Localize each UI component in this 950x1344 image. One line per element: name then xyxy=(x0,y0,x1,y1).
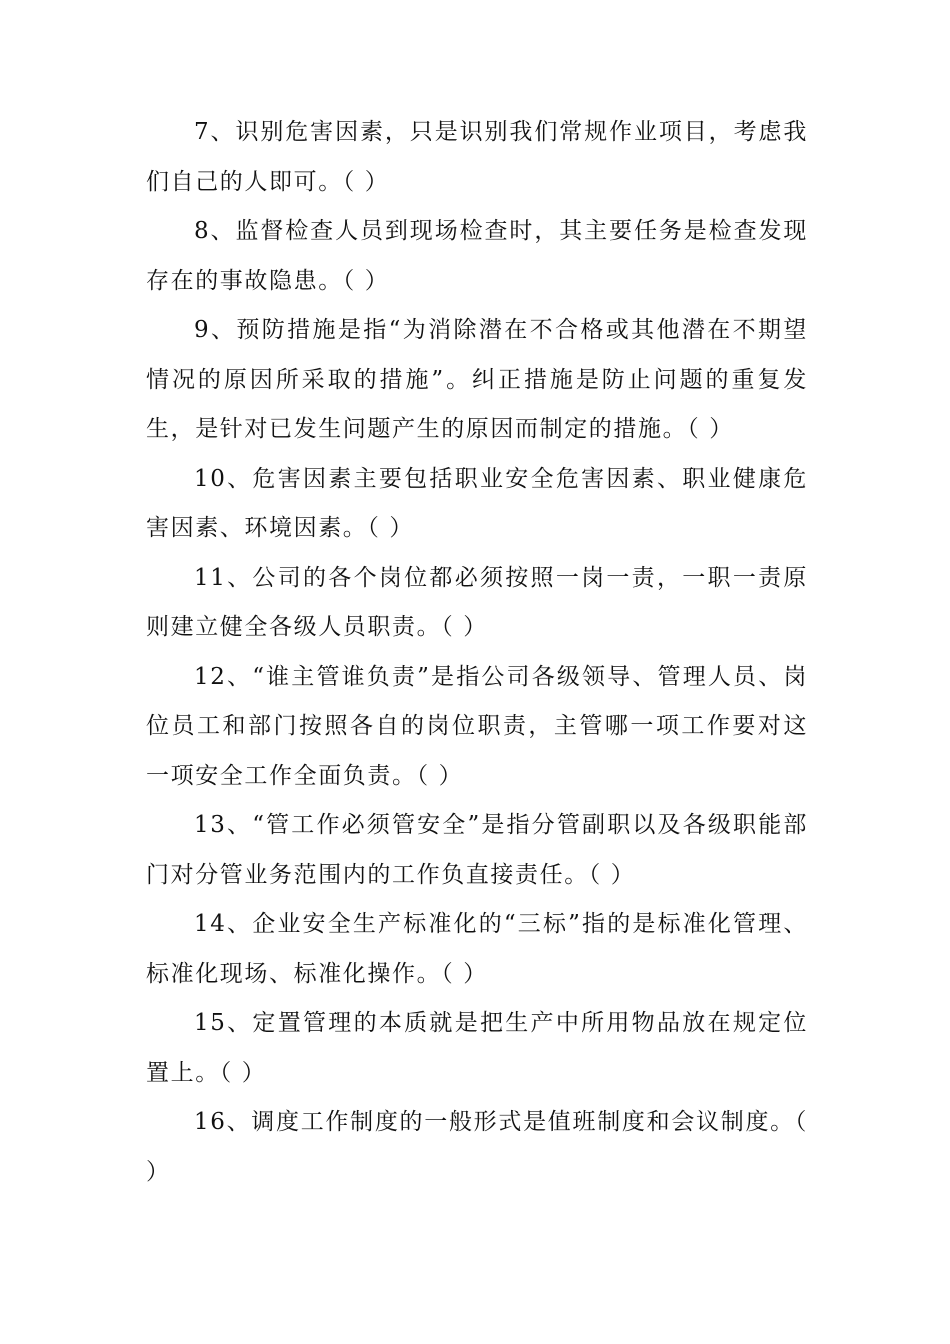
question-15: 15、定置管理的本质就是把生产中所用物品放在规定位置上。（ ） xyxy=(146,1010,808,1086)
question-13: 13、“管工作必须管安全”是指分管副职以及各级职能部门对分管业务范围内的工作负直接责任。（ ） xyxy=(146,812,808,888)
question-9: 9、预防措施是指“为消除潜在不合格或其他潜在不期望情况的原因所采取的措施”。纠正措施是防止问题的重复发生，是针对已发生问题产生的原因而制定的措施。（ ） xyxy=(146,317,808,442)
question-list xyxy=(146,108,808,1197)
question-11: 11、公司的各个岗位都必须按照一岗一责，一职一责原则建立健全各级人员职责。（ ） xyxy=(146,564,808,640)
question-12: 12、“谁主管谁负责”是指公司各级领导、管理人员、岗位员工和部门按照各自的岗位职责，主管哪一项工作要对这一项安全工作全面负责。（ ） xyxy=(146,663,808,789)
question-16: 16、调度工作制度的一般形式是值班制度和会议制度。（ ） xyxy=(146,1109,808,1185)
question-7: 7、识别危害因素，只是识别我们常规作业项目，考虑我们自己的人即可。（ ） xyxy=(146,119,808,195)
question-14: 14、企业安全生产标准化的“三标”指的是标准化管理、标准化现场、标准化操作。（ ） xyxy=(146,911,808,987)
question-8: 8、监督检查人员到现场检查时，其主要任务是检查发现存在的事故隐患。（ ） xyxy=(146,218,808,294)
question-10: 10、危害因素主要包括职业安全危害因素、职业健康危害因素、环境因素。（ ） xyxy=(146,465,808,541)
